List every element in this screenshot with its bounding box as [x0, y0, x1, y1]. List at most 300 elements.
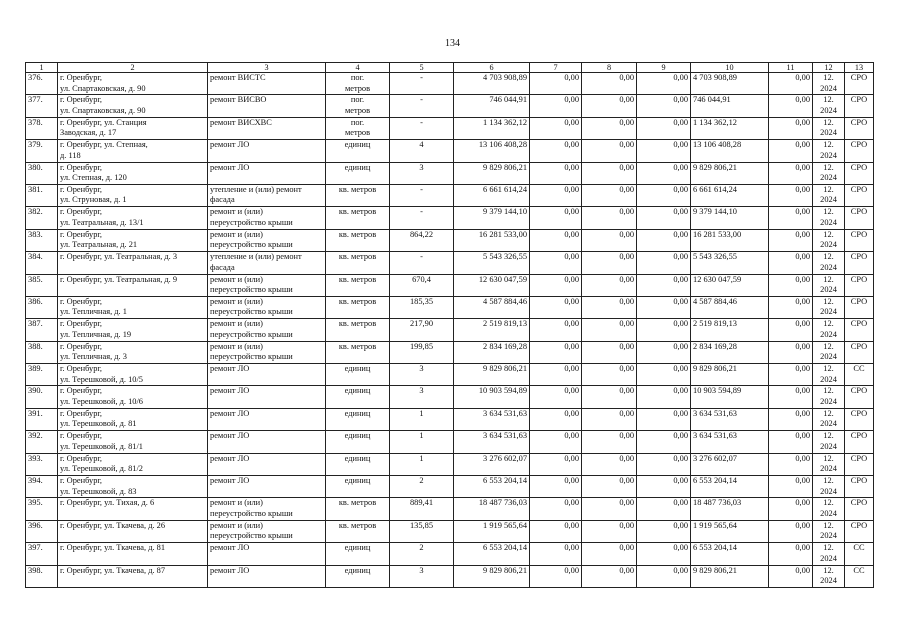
work-type-cell [208, 184, 326, 206]
address-cell-text: г. Оренбург, [60, 73, 103, 82]
unit-cell-text: метров [344, 105, 371, 115]
method-cell [845, 252, 874, 274]
cost-cell-8-text: 0,00 [619, 162, 634, 172]
work-type-cell-text: переустройство крыши [210, 531, 293, 541]
completion-term-cell [813, 453, 845, 475]
completion-term-cell [813, 207, 845, 229]
volume-cell [390, 117, 454, 139]
volume-cell [390, 162, 454, 184]
address-cell-text: ул. Терешковой, д. 81/2 [60, 464, 143, 474]
cost-cell-11 [769, 543, 813, 565]
completion-term-cell [813, 543, 845, 565]
address-cell [58, 498, 208, 520]
address-cell-text: ул. Терешковой, д. 81/1 [60, 441, 143, 451]
address-cell [58, 207, 208, 229]
cost-cell-9 [637, 229, 691, 251]
method-cell-text: СРО [850, 453, 868, 463]
cost-cell-8-text: 0,00 [619, 274, 634, 284]
method-cell-text: СРО [850, 498, 868, 508]
completion-term-cell-text: 12. [823, 229, 834, 239]
cost-cell-8-text: 0,00 [619, 431, 634, 441]
method-cell-text: СС [853, 364, 865, 374]
method-cell [845, 229, 874, 251]
total-cost-cell-text: 10 903 594,89 [478, 386, 527, 396]
row-number-text: 397. [28, 543, 43, 553]
address-cell [58, 117, 208, 139]
method-cell-text: СРО [850, 296, 868, 306]
volume-cell [390, 408, 454, 430]
row-number [26, 565, 58, 587]
unit-cell [326, 408, 390, 430]
completion-term-cell-text: 2024 [820, 352, 837, 362]
table-row [26, 386, 874, 408]
completion-term-cell-text: 2024 [820, 531, 837, 541]
completion-term-cell-text: 2024 [820, 128, 837, 138]
row-number-text: 384. [28, 252, 43, 262]
cost-cell-10 [691, 184, 769, 206]
total-cost-cell [454, 207, 530, 229]
cost-cell-8 [582, 162, 637, 184]
cost-cell-9 [637, 408, 691, 430]
cost-cell-10 [691, 274, 769, 296]
table-row [26, 162, 874, 184]
total-cost-cell [454, 520, 530, 542]
method-cell [845, 207, 874, 229]
column-header: 3 [208, 63, 326, 73]
address-cell-text: г. Оренбург, ул. Тихая, д. 6 [60, 498, 155, 508]
cost-cell-7-text: 0,00 [564, 73, 579, 82]
address-cell [58, 73, 208, 95]
volume-cell [390, 498, 454, 520]
unit-cell [326, 543, 390, 565]
cost-cell-9 [637, 296, 691, 318]
method-cell [845, 341, 874, 363]
unit-cell [326, 296, 390, 318]
cost-cell-9-text: 0,00 [673, 296, 688, 306]
completion-term-cell [813, 73, 845, 95]
total-cost-cell-text: 1 919 565,64 [483, 520, 527, 530]
volume-cell-text: 199,85 [409, 341, 434, 351]
row-number-text: 389. [28, 364, 43, 374]
method-cell [845, 453, 874, 475]
completion-term-cell-text: 12. [823, 520, 834, 530]
cost-cell-7-text: 0,00 [564, 520, 579, 530]
volume-cell-text: - [420, 117, 423, 127]
cost-cell-11-text: 0,00 [795, 431, 810, 441]
method-cell [845, 117, 874, 139]
volume-cell [390, 229, 454, 251]
address-cell-text: г. Оренбург, ул. Ткачева, д. 26 [60, 520, 166, 530]
total-cost-cell [454, 453, 530, 475]
cost-cell-11 [769, 184, 813, 206]
cost-cell-8-text: 0,00 [619, 207, 634, 217]
row-number-text: 377. [28, 95, 43, 105]
cost-cell-9 [637, 565, 691, 587]
row-number-text: 378. [28, 117, 43, 127]
total-cost-cell-text: 3 634 531,63 [483, 431, 527, 441]
work-type-cell-text: утепление и (или) ремонт [210, 252, 302, 262]
method-cell [845, 543, 874, 565]
volume-cell [390, 95, 454, 117]
completion-term-cell-text: 2024 [820, 553, 837, 563]
row-number [26, 73, 58, 95]
cost-cell-7-text: 0,00 [564, 207, 579, 217]
total-cost-cell-text: 12 630 047,59 [478, 274, 527, 284]
cost-cell-11-text: 0,00 [795, 229, 810, 239]
unit-cell-text: пог. [350, 73, 365, 82]
cost-cell-10-text: 10 903 594,89 [693, 386, 742, 396]
cost-cell-8 [582, 73, 637, 95]
cost-cell-11 [769, 229, 813, 251]
address-cell [58, 140, 208, 162]
completion-term-cell-text: 12. [823, 364, 834, 374]
column-header: 12 [813, 63, 845, 73]
row-number-text: 392. [28, 431, 43, 441]
cost-cell-7 [530, 386, 582, 408]
cost-cell-10 [691, 162, 769, 184]
total-cost-cell [454, 319, 530, 341]
row-number [26, 453, 58, 475]
completion-term-cell-text: 2024 [820, 105, 837, 115]
method-cell [845, 386, 874, 408]
row-number [26, 229, 58, 251]
address-cell-text: г. Оренбург, [60, 364, 103, 374]
row-number [26, 520, 58, 542]
row-number [26, 319, 58, 341]
completion-term-cell [813, 498, 845, 520]
cost-cell-10-text: 1 919 565,64 [693, 520, 737, 530]
volume-cell-text: - [420, 252, 423, 262]
cost-cell-7 [530, 431, 582, 453]
work-type-cell [208, 207, 326, 229]
column-header: 10 [691, 63, 769, 73]
address-cell-text: ул. Спартаковская, д. 90 [60, 83, 146, 93]
column-header: 6 [454, 63, 530, 73]
address-cell-text: ул. Театральная, д. 21 [60, 240, 138, 250]
total-cost-cell-text: 2 519 819,13 [483, 319, 527, 329]
completion-term-cell-text: 2024 [820, 173, 837, 183]
address-cell-text: ул. Тепличная, д. 3 [60, 352, 127, 362]
address-cell [58, 341, 208, 363]
volume-cell [390, 431, 454, 453]
address-cell [58, 162, 208, 184]
completion-term-cell-text: 2024 [820, 285, 837, 295]
cost-cell-10 [691, 565, 769, 587]
work-type-cell-text: ремонт ЛО [210, 408, 250, 418]
method-cell-text: СРО [850, 95, 868, 105]
volume-cell-text: 1 [419, 431, 424, 441]
total-cost-cell [454, 296, 530, 318]
row-number [26, 341, 58, 363]
cost-cell-8 [582, 274, 637, 296]
row-number-text: 386. [28, 296, 43, 306]
row-number-text: 383. [28, 229, 43, 239]
cost-cell-11-text: 0,00 [795, 364, 810, 374]
unit-cell-text: единиц [344, 543, 371, 553]
volume-cell-text: 3 [419, 386, 424, 396]
total-cost-cell [454, 364, 530, 386]
completion-term-cell-text: 12. [823, 207, 834, 217]
address-cell [58, 431, 208, 453]
volume-cell [390, 319, 454, 341]
total-cost-cell [454, 498, 530, 520]
cost-cell-10 [691, 207, 769, 229]
method-cell-text: СРО [850, 162, 868, 172]
cost-cell-11 [769, 520, 813, 542]
completion-term-cell-text: 12. [823, 386, 834, 396]
cost-cell-10-text: 9 829 806,21 [693, 565, 737, 575]
completion-term-cell [813, 364, 845, 386]
address-cell [58, 543, 208, 565]
volume-cell-text: 1 [419, 453, 424, 463]
row-number-text: 382. [28, 207, 43, 217]
volume-cell [390, 453, 454, 475]
cost-cell-9 [637, 543, 691, 565]
unit-cell [326, 162, 390, 184]
cost-cell-8 [582, 184, 637, 206]
table-row [26, 341, 874, 363]
completion-term-cell [813, 140, 845, 162]
cost-cell-9 [637, 117, 691, 139]
method-cell-text: СРО [850, 117, 868, 127]
completion-term-cell-text: 12. [823, 162, 834, 172]
cost-cell-9 [637, 498, 691, 520]
volume-cell-text: - [420, 95, 423, 105]
cost-cell-8 [582, 520, 637, 542]
total-cost-cell-text: 6 661 614,24 [483, 184, 527, 194]
work-type-cell [208, 364, 326, 386]
address-cell [58, 95, 208, 117]
cost-cell-9-text: 0,00 [673, 184, 688, 194]
unit-cell [326, 386, 390, 408]
address-cell-text: г. Оренбург, [60, 184, 103, 194]
work-type-cell-text: переустройство крыши [210, 508, 293, 518]
volume-cell [390, 341, 454, 363]
cost-cell-10 [691, 431, 769, 453]
cost-cell-11-text: 0,00 [795, 543, 810, 553]
unit-cell [326, 117, 390, 139]
cost-cell-7-text: 0,00 [564, 162, 579, 172]
unit-cell-text: кв. метров [338, 520, 377, 530]
work-type-cell-text: ремонт ВИСТС [210, 73, 266, 82]
cost-cell-9 [637, 252, 691, 274]
volume-cell-text: 217,90 [409, 319, 434, 329]
cost-cell-10 [691, 95, 769, 117]
work-type-cell [208, 319, 326, 341]
cost-cell-11 [769, 364, 813, 386]
row-number [26, 207, 58, 229]
volume-cell-text: 3 [419, 162, 424, 172]
cost-cell-11-text: 0,00 [795, 453, 810, 463]
cost-cell-9-text: 0,00 [673, 73, 688, 82]
method-cell [845, 498, 874, 520]
method-cell-text: СС [853, 543, 865, 553]
unit-cell [326, 565, 390, 587]
address-cell [58, 408, 208, 430]
total-cost-cell-text: 3 276 602,07 [483, 453, 527, 463]
cost-cell-8 [582, 117, 637, 139]
cost-cell-9-text: 0,00 [673, 364, 688, 374]
completion-term-cell-text: 12. [823, 73, 834, 82]
volume-cell-text: 1 [419, 408, 424, 418]
completion-term-cell-text: 2024 [820, 240, 837, 250]
work-type-cell [208, 274, 326, 296]
unit-cell-text: кв. метров [338, 274, 377, 284]
cost-cell-11 [769, 319, 813, 341]
volume-cell [390, 386, 454, 408]
cost-cell-11-text: 0,00 [795, 565, 810, 575]
cost-cell-11-text: 0,00 [795, 252, 810, 262]
row-number [26, 543, 58, 565]
address-cell-text: г. Оренбург, ул. Театральная, д. 9 [60, 274, 178, 284]
method-cell [845, 73, 874, 95]
cost-cell-9 [637, 386, 691, 408]
volume-cell-text: 670,4 [412, 274, 431, 284]
cost-cell-7 [530, 364, 582, 386]
completion-term-cell-text: 12. [823, 431, 834, 441]
row-number [26, 252, 58, 274]
completion-term-cell-text: 12. [823, 140, 834, 150]
work-type-cell [208, 408, 326, 430]
address-cell [58, 229, 208, 251]
table-row [26, 520, 874, 542]
work-type-cell-text: переустройство крыши [210, 352, 293, 362]
row-number [26, 296, 58, 318]
completion-term-cell-text: 12. [823, 319, 834, 329]
total-cost-cell [454, 274, 530, 296]
unit-cell-text: пог. [350, 95, 365, 105]
total-cost-cell [454, 117, 530, 139]
completion-term-cell-text: 2024 [820, 83, 837, 93]
completion-term-cell-text: 12. [823, 117, 834, 127]
volume-cell [390, 184, 454, 206]
cost-cell-7 [530, 319, 582, 341]
cost-cell-7 [530, 498, 582, 520]
cost-cell-9 [637, 319, 691, 341]
cost-cell-10-text: 3 276 602,07 [693, 453, 737, 463]
cost-cell-10-text: 9 379 144,10 [693, 207, 737, 217]
cost-cell-8-text: 0,00 [619, 408, 634, 418]
row-number [26, 364, 58, 386]
cost-cell-8-text: 0,00 [619, 229, 634, 239]
total-cost-cell-text: 3 634 531,63 [483, 408, 527, 418]
column-header: 11 [769, 63, 813, 73]
method-cell-text: СРО [850, 386, 868, 396]
completion-term-cell-text: 2024 [820, 464, 837, 474]
cost-cell-7 [530, 476, 582, 498]
unit-cell-text: кв. метров [338, 207, 377, 217]
total-cost-cell [454, 431, 530, 453]
cost-cell-11 [769, 73, 813, 95]
column-header: 7 [530, 63, 582, 73]
cost-cell-7-text: 0,00 [564, 408, 579, 418]
row-number [26, 274, 58, 296]
row-number [26, 184, 58, 206]
work-type-cell-text: ремонт ВИСВО [210, 95, 267, 105]
row-number [26, 162, 58, 184]
cost-cell-8 [582, 364, 637, 386]
total-cost-cell-text: 9 379 144,10 [483, 207, 527, 217]
cost-cell-8-text: 0,00 [619, 252, 634, 262]
cost-cell-8 [582, 386, 637, 408]
cost-cell-8-text: 0,00 [619, 364, 634, 374]
work-type-cell [208, 453, 326, 475]
row-number-text: 391. [28, 408, 43, 418]
unit-cell-text: единиц [344, 453, 371, 463]
cost-cell-10-text: 3 634 531,63 [693, 408, 737, 418]
cost-cell-11-text: 0,00 [795, 476, 810, 486]
row-number [26, 498, 58, 520]
total-cost-cell [454, 73, 530, 95]
column-header: 8 [582, 63, 637, 73]
work-type-cell-text: ремонт и (или) [210, 274, 263, 284]
total-cost-cell [454, 476, 530, 498]
cost-cell-8-text: 0,00 [619, 520, 634, 530]
cost-cell-8 [582, 565, 637, 587]
cost-cell-11-text: 0,00 [795, 95, 810, 105]
address-cell-text: г. Оренбург, [60, 207, 103, 217]
unit-cell-text: кв. метров [338, 229, 377, 239]
cost-cell-8 [582, 543, 637, 565]
cost-cell-8 [582, 229, 637, 251]
unit-cell [326, 207, 390, 229]
volume-cell [390, 520, 454, 542]
cost-cell-10-text: 3 634 531,63 [693, 431, 737, 441]
cost-cell-11 [769, 274, 813, 296]
unit-cell [326, 453, 390, 475]
completion-term-cell-text: 12. [823, 543, 834, 553]
work-type-cell-text: ремонт и (или) [210, 229, 263, 239]
cost-cell-7-text: 0,00 [564, 565, 579, 575]
cost-cell-11-text: 0,00 [795, 341, 810, 351]
volume-cell-text: 185,35 [409, 296, 434, 306]
cost-cell-10 [691, 364, 769, 386]
cost-cell-8 [582, 207, 637, 229]
work-type-cell [208, 117, 326, 139]
method-cell-text: СРО [850, 341, 868, 351]
cost-cell-11-text: 0,00 [795, 207, 810, 217]
completion-term-cell-text: 2024 [820, 576, 837, 586]
address-cell-text: ул. Тепличная, д. 1 [60, 307, 127, 317]
total-cost-cell-text: 4 703 908,89 [483, 73, 527, 82]
method-cell [845, 319, 874, 341]
unit-cell-text: кв. метров [338, 341, 377, 351]
method-cell [845, 364, 874, 386]
completion-term-cell-text: 2024 [820, 374, 837, 384]
work-type-cell-text: ремонт и (или) [210, 296, 263, 306]
cost-cell-8 [582, 476, 637, 498]
address-cell-text: г. Оренбург, [60, 296, 103, 306]
cost-cell-11-text: 0,00 [795, 162, 810, 172]
completion-term-cell [813, 274, 845, 296]
cost-cell-11-text: 0,00 [795, 274, 810, 284]
cost-cell-11 [769, 498, 813, 520]
table-row [26, 207, 874, 229]
work-type-cell [208, 162, 326, 184]
method-cell [845, 296, 874, 318]
work-type-cell [208, 520, 326, 542]
address-cell-text: г. Оренбург, ул. Ткачева, д. 87 [60, 565, 166, 575]
cost-cell-9 [637, 274, 691, 296]
completion-term-cell [813, 229, 845, 251]
address-cell [58, 319, 208, 341]
cost-cell-10-text: 6 553 204,14 [693, 476, 737, 486]
table-row [26, 95, 874, 117]
cost-cell-8-text: 0,00 [619, 319, 634, 329]
address-cell-text: ул. Терешковой, д. 83 [60, 486, 137, 496]
work-type-cell-text: ремонт ЛО [210, 140, 250, 150]
volume-cell [390, 252, 454, 274]
